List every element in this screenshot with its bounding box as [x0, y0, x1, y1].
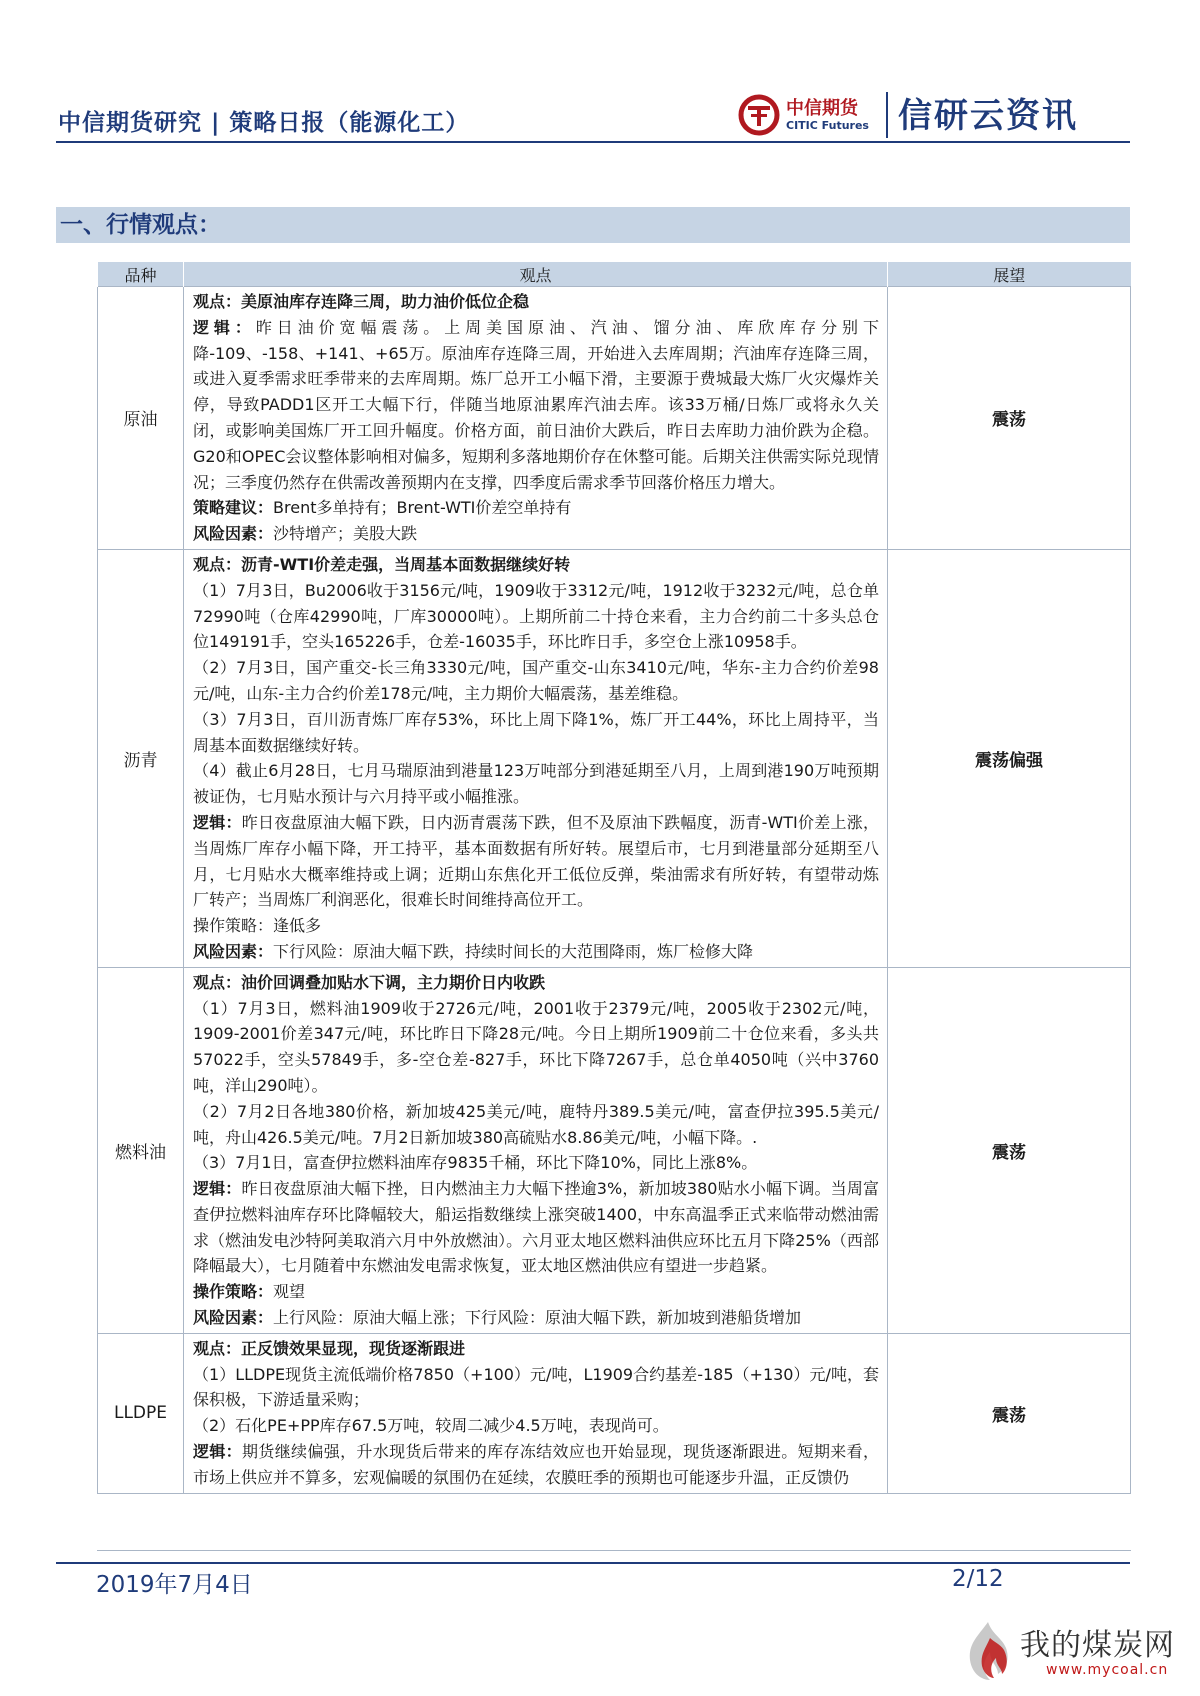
paragraph-text: （2）石化PE+PP库存67.5万吨，较周二减少4.5万吨，表现尚可。: [193, 1416, 669, 1436]
paragraph-text: 沥青-WTI价差走强，当周基本面数据继续好转: [241, 554, 571, 574]
report-title: 中信期货研究 | 策略日报（能源化工）: [58, 110, 470, 136]
outlook-cell: 震荡: [888, 967, 1131, 1333]
view-paragraph: [193, 913, 879, 939]
paragraph-label: 风险因素：: [193, 524, 274, 544]
paragraph-text: （3）7月1日，富查伊拉燃料油库存9835千桶，环比下降10%，同比上涨8%。: [193, 1153, 758, 1173]
table-viewport: [97, 262, 1131, 1551]
view-paragraph: [193, 996, 879, 1099]
logo-separator: [886, 92, 888, 138]
paragraph-text: Brent多单持有；Brent-WTI价差空单持有: [273, 498, 572, 518]
paragraph-text: 正反馈效果显现，现货逐渐跟进: [241, 1338, 466, 1358]
view-cell: [184, 967, 888, 1333]
view-paragraph: [193, 939, 879, 965]
header-divider: [56, 141, 1130, 143]
citic-logo: [738, 88, 1108, 142]
view-paragraph: [193, 289, 879, 315]
paragraph-label: 风险因素：: [193, 1308, 274, 1328]
paragraph-text: 下行风险：原油大幅下跌，持续时间长的大范围降雨，炼厂检修大降: [273, 941, 754, 961]
view-paragraph: [193, 1439, 879, 1491]
outlook-cell: 震荡偏强: [888, 549, 1131, 967]
section-title: 一、行情观点：: [56, 207, 1130, 243]
paragraph-text: 昨日油价宽幅震荡。上周美国原油、汽油、馏分油、库欣库存分别下降-109、-158、+141、+65万。原油库存连降三周，开始进入去库周期；汽油库存连降三周，或进入夏季需求旺季带来的去库周期。炼厂总开工小幅下滑，主要源于费城最大炼厂火灾爆炸关停，导致PADD1区开工大幅下行，伴随当地原油累库汽油去库。该33万桶/日炼厂或将永久关闭，或影响美国炼厂开工回升幅度。价格方面，前日油价大跌后，昨日去库助力油价跌为企稳。G20和OPEC会议整体影响相对偏多，短期利多落地期价存在休整可能。后期关注供需实际兑现情况；三季度仍然存在供需改善预期内在支撑，四季度后需求季节回落价格压力增大。: [193, 317, 879, 492]
header-view: 观点: [184, 262, 888, 287]
table-row: [98, 1333, 1131, 1493]
paragraph-label: 策略建议：: [193, 498, 274, 518]
paragraph-text: （3）7月3日，百川沥青炼厂库存53%，环比上周下降1%，炼厂开工44%，环比上周持平，当周基本面数据继续好转。: [193, 709, 879, 755]
paragraph-text: 沙特增产；美股大跌: [273, 524, 418, 544]
paragraph-text: 操作策略：逢低多: [193, 916, 322, 936]
footer-date: 2019年7月4日: [96, 1572, 253, 1598]
paragraph-label: 观点：: [193, 554, 242, 574]
view-cell: [184, 549, 888, 967]
variety-cell: 原油: [98, 287, 184, 550]
logo-cn-text: 中信期货: [786, 98, 858, 119]
paragraph-text: 昨日夜盘原油大幅下跌，日内沥青震荡下跌，但不及原油下跌幅度，沥青-WTI价差上涨，当周炼厂库存小幅下降，开工持平，基本面数据有所好转。展望后市，七月到港量部分延期至八月，七月贴水大概率维持或上调；近期山东焦化开工低位反弹，柴油需求有所好转，有望带动炼厂转产；当周炼厂利润恶化，很难长时间维持高位开工。: [193, 812, 879, 910]
variety-cell: 燃料油: [98, 967, 184, 1333]
view-paragraph: [193, 707, 879, 759]
view-paragraph: [193, 521, 879, 547]
view-paragraph: [193, 495, 879, 521]
view-paragraph: [193, 810, 879, 913]
view-paragraph: [193, 970, 879, 996]
view-paragraph: [193, 1362, 879, 1414]
variety-cell: LLDPE: [98, 1333, 184, 1493]
paragraph-label: 操作策略：: [193, 1282, 274, 1302]
market-view-table: [97, 262, 1131, 1494]
view-paragraph: [193, 1336, 879, 1362]
view-paragraph: [193, 1305, 879, 1331]
paragraph-label: 逻辑：: [193, 317, 256, 337]
view-paragraph: [193, 1413, 879, 1439]
page-number: 2/12: [952, 1566, 1004, 1592]
view-paragraph: [193, 1176, 879, 1279]
mycoal-watermark: [960, 1612, 1190, 1692]
view-paragraph: [193, 1099, 879, 1151]
table-header-row: [98, 262, 1131, 287]
paragraph-text: （4）截止6月28日，七月马瑞原油到港量123万吨部分到港延期至八月，上周到港190万吨预期被证伪，七月贴水预计与六月持平或小幅推涨。: [193, 761, 879, 807]
table-row: [98, 549, 1131, 967]
view-cell: [184, 1333, 888, 1493]
paragraph-text: （2）7月3日，国产重交-长三角3330元/吨，国产重交-山东3410元/吨，华东-主力合约价差98元/吨，山东-主力合约价差178元/吨，主力期价大幅震荡，基差维稳。: [193, 658, 879, 703]
paragraph-text: 昨日夜盘原油大幅下挫，日内燃油主力大幅下挫逾3%，新加坡380贴水小幅下调。当周富查伊拉燃料油库存环比降幅较大，船运指数继续上涨突破1400，中东高温季正式来临带动燃油需求（燃油发电沙特阿美取消六月中外放燃油）。六月亚太地区燃料油供应环比五月下降25%（西部降幅最大），七月随着中东燃油发电需求恢复，亚太地区燃油供应有望进一步趋紧。: [193, 1179, 879, 1276]
footer-divider: [56, 1562, 1130, 1564]
logo-en-text: CITIC Futures: [786, 119, 869, 132]
watermark-name: 我的煤炭网: [1020, 1628, 1175, 1663]
paragraph-label: 风险因素：: [193, 941, 274, 961]
paragraph-text: 上行风险：原油大幅上涨；下行风险：原油大幅下跌，新加坡到港船货增加: [273, 1308, 802, 1328]
variety-cell: 沥青: [98, 549, 184, 967]
paragraph-label: 观点：: [193, 972, 242, 992]
paragraph-label: 逻辑：: [193, 1179, 242, 1199]
paragraph-label: 观点：: [193, 1338, 242, 1358]
flame-logo-icon: [960, 1618, 1016, 1684]
paragraph-text: （1）LLDPE现货主流低端价格7850（+100）元/吨，L1909合约基差-185（+130）元/吨，套保积极，下游适量采购；: [193, 1364, 879, 1410]
paragraph-label: 逻辑：: [193, 812, 242, 832]
table-row: [98, 287, 1131, 550]
view-paragraph: [193, 758, 879, 810]
paragraph-text: 观望: [273, 1282, 306, 1302]
view-paragraph: [193, 315, 879, 496]
outlook-cell: 震荡: [888, 287, 1131, 550]
paragraph-text: 期货继续偏强，升水现货后带来的库存冻结效应也开始显现，现货逐渐跟进。短期来看，市场上供应并不算多，宏观偏暖的氛围仍在延续，农膜旺季的预期也可能逐步升温，正反馈仍: [193, 1442, 879, 1487]
watermark-url: www.mycoal.cn: [1046, 1662, 1169, 1678]
brand-text: 信研云资讯: [898, 96, 1078, 136]
paragraph-text: （2）7月2日各地380价格，新加坡425美元/吨，鹿特丹389.5美元/吨，富查伊拉395.5美元/吨，舟山426.5美元/吨。7月2日新加坡380高硫贴水8.86美元/吨，小幅下降。.: [193, 1101, 879, 1147]
view-cell: [184, 287, 888, 550]
table-row: [98, 967, 1131, 1333]
view-paragraph: [193, 1150, 879, 1176]
paragraph-text: 美原油库存连降三周，助力油价低位企稳: [241, 292, 530, 311]
view-paragraph: [193, 578, 879, 655]
paragraph-text: （1）7月3日，Bu2006收于3156元/吨，1909收于3312元/吨，1912收于3232元/吨，总仓单72990吨（仓库42990吨，厂库30000吨）。上期所前二十持仓来看，主力合约前二十多头总仓位149191手，空头165226手，仓差-16035手，环比昨日手，多空仓上涨10958手。: [193, 580, 879, 652]
paragraph-label: 观点：: [193, 292, 242, 311]
header-outlook: 展望: [888, 262, 1131, 287]
header-variety: 品种: [98, 262, 184, 287]
paragraph-label: 逻辑：: [193, 1442, 243, 1462]
paragraph-text: （1）7月3日，燃料油1909收于2726元/吨，2001收于2379元/吨，2005收于2302元/吨，1909-2001价差347元/吨，环比昨日下降28元/吨。今日上期所1909前二十仓位来看，多头共57022手，空头57849手，多-空仓差-827手，环比下降7267手，总仓单4050吨（兴中3760吨，洋山290吨）。: [193, 998, 879, 1095]
citic-ring-icon: [738, 94, 780, 136]
view-paragraph: [193, 1279, 879, 1305]
view-paragraph: [193, 655, 879, 707]
paragraph-text: 油价回调叠加贴水下调，主力期价日内收跌: [241, 972, 546, 992]
outlook-cell: 震荡: [888, 1333, 1131, 1493]
view-paragraph: [193, 552, 879, 578]
